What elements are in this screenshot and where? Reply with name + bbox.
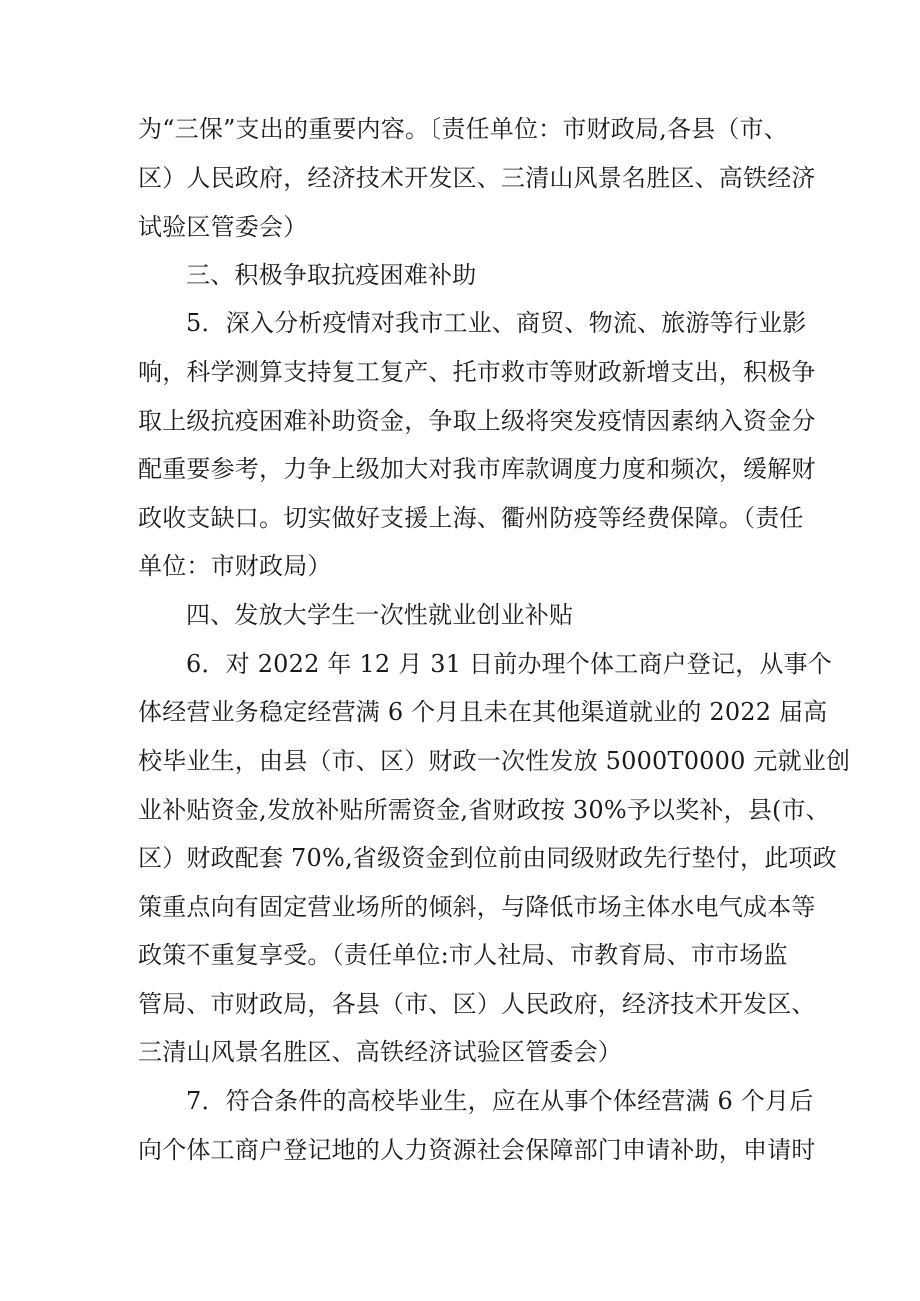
- text-line: 配重要参考，力争上级加大对我市库款调度力度和频次，缓解财: [138, 455, 816, 483]
- section-heading: 三、积极争取抗疫困难补助: [186, 261, 477, 289]
- text-line: 响，科学测算支持复工复产、托市救市等财政新增支出，积极争: [138, 358, 816, 386]
- section-heading: 四、发放大学生一次性就业创业补贴: [186, 601, 574, 629]
- text-line: 单位：市财政局）: [138, 552, 332, 580]
- text-line: 体经营业务稳定经营满 6 个月且未在其他渠道就业的 2022 届高: [138, 698, 828, 726]
- text-line: 三清山风景名胜区、高铁经济试验区管委会）: [138, 1038, 622, 1066]
- text-line: 业补贴资金,发放补贴所需资金,省财政按 30%予以奖补，县(市、: [138, 796, 830, 824]
- text-line: 政收支缺口。切实做好支援上海、衢州防疫等经费保障。（责任: [138, 504, 804, 532]
- text-line: 试验区管委会）: [138, 213, 308, 241]
- text-line: 区）人民政府，经济技术开发区、三清山风景名胜区、高铁经济: [138, 164, 816, 192]
- text-line: 6．对 2022 年 12 月 31 日前办理个体工商户登记，从事个: [186, 650, 832, 678]
- text-line: 取上级抗疫困难补助资金，争取上级将突发疫情因素纳入资金分: [138, 407, 816, 435]
- text-line: 为“三保”支出的重要内容。〔责任单位：市财政局,各县（市、: [138, 115, 788, 143]
- text-line: 校毕业生，由县（市、区）财政一次性发放 5000T0000 元就业创: [138, 747, 851, 775]
- text-line: 策重点向有固定营业场所的倾斜，与降低市场主体水电气成本等: [138, 893, 816, 921]
- text-line: 7．符合条件的高校毕业生，应在从事个体经营满 6 个月后: [186, 1087, 814, 1115]
- text-line: 向个体工商户登记地的人力资源社会保障部门申请补助，申请时: [138, 1136, 816, 1164]
- text-line: 5．深入分析疫情对我市工业、商贸、物流、旅游等行业影: [186, 309, 807, 337]
- text-line: 区）财政配套 70%,省级资金到位前由同级财政先行垫付，此项政: [138, 844, 837, 872]
- text-line: 管局、市财政局，各县（市、区）人民政府，经济技术开发区、: [138, 990, 816, 1018]
- text-line: 政策不重复享受。（责任单位:市人社局、市教育局、市市场监: [138, 941, 788, 969]
